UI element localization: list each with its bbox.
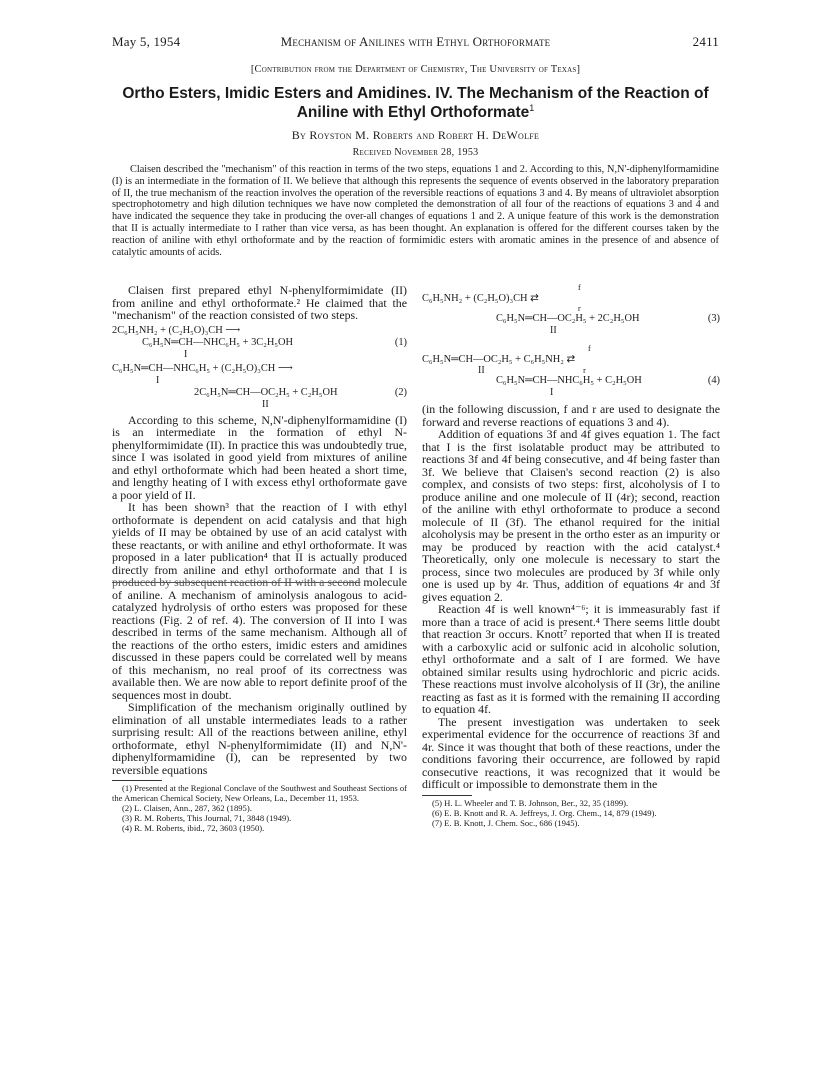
intro-paragraph: Claisen first prepared ethyl N-phenylformimidate (II) from aniline and ethyl orthoformate.² He claimed that the "mechanism" of the reaction consisted of two steps. xyxy=(112,283,407,322)
equation-1-label: I xyxy=(184,348,188,360)
equation-4-label-top xyxy=(422,366,720,375)
equation-4-products xyxy=(422,375,720,387)
footnote-5: (5) H. L. Wheeler and T. B. Johnson, Ber., 32, 35 (1899). xyxy=(432,797,629,808)
equation-1-reactants: 2C₆H₅NH₂ + (C₂H₅O)₃CH ⟶ xyxy=(112,324,241,336)
paragraph-reaction-4f: Reaction 4f is well known⁴⁻⁶; it is immeasurably fast if more than a trace of acid is present.⁴ There seems little doubt that reaction 3r occurs. Knott⁷ reported that when II is treated with a carboxylic acid or sulfonic acid in alcoholic solution, ethyl orthoformate and a salt of I are formed. We have obtained similar results using hydrochloric and picric acids. These reactions must involve alcoholysis of II (3r), the aniline reacting as fast as it is formed with the remaining II according to equation 4f. xyxy=(422,602,720,716)
equation-3-reactants xyxy=(422,292,720,305)
equation-1-number: (1) xyxy=(394,336,407,348)
equation-4-label: I xyxy=(550,387,554,398)
struck-text: produced by subsequent reaction of II with a second xyxy=(112,575,361,589)
article-title xyxy=(112,84,719,122)
paragraph-notation: (in the following discussion, f and r are used to designate the forward and reverse reactions of equations 3 and 4). xyxy=(422,402,720,429)
title-line-2: Aniline with Ethyl Orthoformate xyxy=(296,104,530,121)
equation-2-label-top: I xyxy=(156,374,160,386)
equation-3-label: II xyxy=(550,325,557,336)
equation-1-products-text: C₆H₅N═CH—NHC₆H₅ + 3C₂H₅OH xyxy=(142,336,293,348)
paragraph-scheme: According to this scheme, N,N'-diphenylformamidine (I) is an intermediate in the formation of ethyl N-phenylformimidate (II). In practice this was undoubtedly true, since I was isolated in good yield from mixtures of aniline and ethyl orthoformate which had been heated a short time, and lengthy heating of I with excess ethyl orthoformate gave a poor yield of II. xyxy=(112,412,407,502)
footnotes-right xyxy=(422,798,720,828)
equation-4-reactants-text: C₆H₅N═CH—OC₂H₅ + C₆H₅NH₂ xyxy=(422,354,564,365)
equation-4-label-top-text: II xyxy=(478,365,485,376)
issue-date: May 5, 1954 xyxy=(112,34,181,49)
equation-4 xyxy=(422,345,720,399)
equation-2-label: II xyxy=(262,398,269,410)
footnote-rule xyxy=(112,780,162,781)
received-date: Received November 28, 1953 xyxy=(352,147,479,158)
right-column xyxy=(422,284,720,828)
footnotes-left xyxy=(112,783,407,833)
author-line: By Royston M. Roberts and Robert H. DeWolfe xyxy=(291,128,540,142)
equation-4-forward-label: f xyxy=(588,344,591,353)
equation-3 xyxy=(422,284,720,337)
equation-1-products xyxy=(112,337,407,349)
paragraph-acid-catalysis xyxy=(112,501,407,701)
paragraph-acid-catalysis-text-cont: molecule of aniline. A mechanism of aminolysis analogous to acid-catalyzed hydrolysis of ortho esters was proposed for these reactions (Fig. 2 of ref. 4). The conversion of II into I was described in terms of the same mechanism. Although all of the reactions of the ortho esters, imidic esters and amidines discussed in these papers could be correlated well by means of this mechanism, no real proof of its correctness was available then. We are now able to report definite proof of the sequences most in doubt. xyxy=(112,575,407,702)
paragraph-acid-catalysis-text: It has been shown³ that the reaction of I with ethyl orthoformate is dependent on acid catalysis and that high yields of II may be obtained by use of an acid catalyst with these reactants, or with aniline and ethyl orthoformate. It was proposed in a later publication⁴ that II is actually produced directly from aniline and ethyl orthoformate and that I is xyxy=(112,500,407,577)
equation-4-reverse-label: r xyxy=(583,366,586,375)
equation-3-reverse-label: r xyxy=(578,304,581,313)
equation-4-number: (4) xyxy=(707,375,720,386)
footnote-1: (1) Presented at the Regional Conclave of the Southwest and Southeast Sections of the American Chemical Society, New Orleans, La., December 11, 1953. xyxy=(112,783,407,803)
equation-3-number: (3) xyxy=(707,313,720,324)
equation-3-reactants-text: C₆H₅NH₂ + (C₂H₅O)₃CH xyxy=(422,293,528,304)
abstract: Claisen described the "mechanism" of this reaction in terms of the two steps, equations 1 and 2. According to this, N,N'-diphenylformamidine (I) is an intermediate in the formation of II. We believe that although this represents the sequence of events observed in the laboratory preparation of II, the true mechanism of the reaction involves the operation of the reversible reactions of equations 3 and 4. By means of ultraviolet absorption spectrophotometry and high dilution techniques we have now completed the demonstration of all four of the reactions of equations 3 and 4 and have indicated the sequence they take in producing the over-all changes of equations 1 and 2. A unique feature of this work is the demonstration that II is actually intermediate to I rather than vice versa, as has been thought. An explanation is offered for the different courses taken by the reaction of aniline with ethyl orthoformate and by the reaction of formimidic esters with aromatic amines in the presence of and absence of catalytic amounts of acids. xyxy=(112,164,719,258)
equilibrium-arrow-icon: ⇄ xyxy=(566,353,576,365)
equation-3-products-text: C₆H₅N═CH—OC₂H₅ + 2C₂H₅OH xyxy=(496,313,640,324)
footnote-rule xyxy=(422,795,472,796)
left-column xyxy=(112,284,407,833)
equation-2-products-text: 2C₆H₅N═CH—OC₂H₅ + C₂H₅OH xyxy=(194,386,338,398)
equation-2-number: (2) xyxy=(394,386,407,398)
title-footnote-mark: 1 xyxy=(529,102,535,113)
equation-3-products xyxy=(422,313,720,325)
equation-3-forward-label: f xyxy=(578,283,581,292)
equation-4-reactants xyxy=(422,353,720,366)
equation-1 xyxy=(112,325,407,361)
equation-2 xyxy=(112,363,407,411)
paragraph-simplification: Simplification of the mechanism originally outlined by elimination of all unstable intermediates leads to a rather surprising result: All of the reactions between aniline, ethyl orthoformate, ethyl N-phenylformimidate (II) and N,N'-diphenylformamidine (I), can be represented by two reversible equations xyxy=(112,700,407,777)
page-number: 2411 xyxy=(692,34,719,49)
footnote-7: (7) E. B. Knott, J. Chem. Soc., 686 (1945). xyxy=(432,817,580,828)
equation-2-products xyxy=(112,387,407,399)
running-title: Mechanism of Anilines with Ethyl Orthoformate xyxy=(280,34,551,49)
contribution-line: [Contribution from the Department of Chemistry, The University of Texas] xyxy=(250,64,581,75)
footnote-2: (2) L. Claisen, Ann., 287, 362 (1895). xyxy=(122,803,252,813)
paragraph-investigation: The present investigation was undertaken to seek experimental evidence for the occurrence of reactions 3f and 4r. Since it was thought that both of these reactions, under the conditions favoring their occurrence, are followed by rapid consecutive reactions, it was recognized that it would be difficult or impossible to demonstrate them in the xyxy=(422,714,720,791)
equilibrium-arrow-icon: ⇄ xyxy=(530,292,539,304)
running-head xyxy=(112,34,719,52)
title-line-1: Ortho Esters, Imidic Esters and Amidines. IV. The Mechanism of the Reaction of xyxy=(122,85,709,102)
paragraph-addition: Addition of equations 3f and 4f gives equation 1. The fact that I is the first isolatable product may be attributed to reactions 3f and 4f being consecutive, and 4f being faster than 3f. We believe that Claisen's second reaction (2) is also complex, and consists of two steps: first, alcoholysis of I to produce aniline and one molecule of II (4r); second, reaction of the aniline with ethyl orthoformate to produce a second molecule of II (3f). The ethanol required for the initial alcoholysis may be present in the ortho ester as an impurity or may be produced by reaction with the acid catalyst.⁴ Theoretically, only one molecule is necessary to start the process, since two molecules are produced by 3f while only one is used up by 4r. Thus, addition of equations 4r and 3f gives equation 2. xyxy=(422,427,720,604)
footnote-3: (3) R. M. Roberts, This Journal, 71, 3848 (1949). xyxy=(122,813,292,823)
equation-2-reactants: C₆H₅N═CH—NHC₆H₅ + (C₂H₅O)₃CH ⟶ xyxy=(112,362,293,374)
footnote-4: (4) R. M. Roberts, ibid., 72, 3603 (1950). xyxy=(122,823,265,833)
equation-4-products-text: C₆H₅N═CH—NHC₆H₅ + C₂H₅OH xyxy=(496,375,642,386)
footnote-6: (6) E. B. Knott and R. A. Jeffreys, J. Org. Chem., 14, 879 (1949). xyxy=(432,807,657,818)
